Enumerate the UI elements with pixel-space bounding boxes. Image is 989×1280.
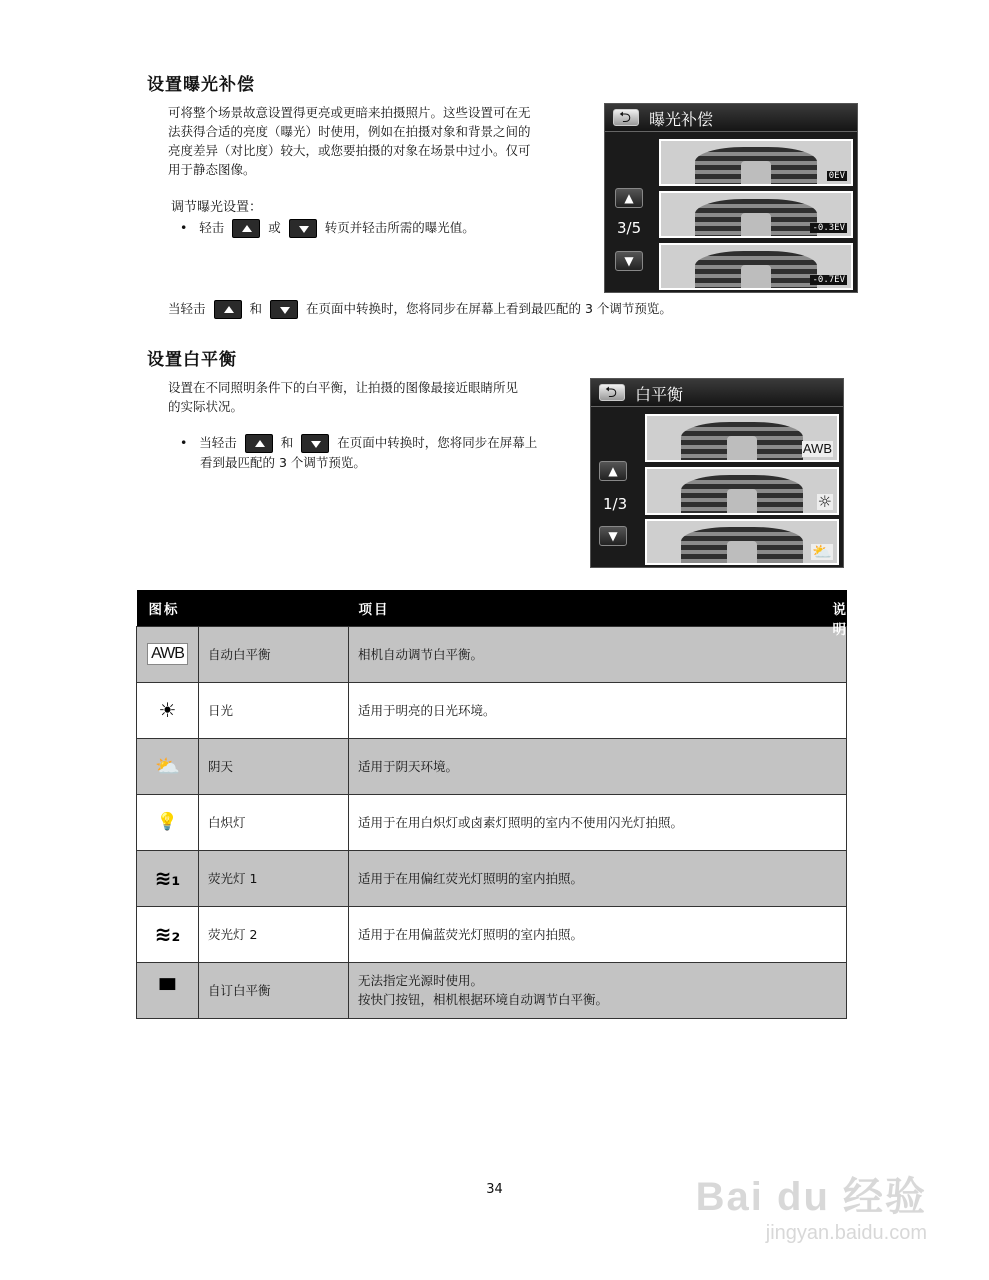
para-line: 的实际状况。 bbox=[168, 399, 244, 414]
down-arrow-button-icon bbox=[270, 300, 298, 319]
table-header bbox=[137, 590, 847, 626]
para-line: 亮度差异（对比度）较大，或您要拍摄的对象在场景中过小。仅可 bbox=[168, 143, 531, 158]
exposure-camera-screen bbox=[604, 103, 858, 293]
bullet-text: 看到最匹配的 3 个调节预览。 bbox=[200, 455, 366, 470]
camera-header bbox=[605, 104, 857, 132]
desc-cell: 适用于在用偏蓝荧光灯照明的室内拍照。 bbox=[349, 906, 847, 962]
note-text: 和 bbox=[249, 301, 262, 316]
desc-cell bbox=[349, 962, 847, 1018]
bullet-dot: • bbox=[180, 220, 188, 235]
item-cell: 白炽灯 bbox=[199, 794, 349, 850]
preview-thumb[interactable] bbox=[659, 191, 853, 238]
baidu-watermark bbox=[696, 1165, 927, 1245]
adjust-label: 调节曝光设置： bbox=[171, 200, 263, 215]
header-item-desc bbox=[199, 590, 848, 638]
camera-header bbox=[591, 379, 843, 407]
cloudy-icon: ⛅ bbox=[812, 542, 832, 561]
desc-cell: 相机自动调节白平衡。 bbox=[349, 626, 847, 682]
desc-line: 按快门按钮，相机根据环境自动调节白平衡。 bbox=[358, 992, 609, 1007]
header-icon: 图标 bbox=[137, 590, 199, 626]
down-arrow-button-icon bbox=[301, 434, 329, 453]
bulb-icon: 💡 bbox=[137, 794, 199, 850]
bullet-text: 当轻击 bbox=[199, 435, 237, 450]
sun-icon: ☀ bbox=[137, 682, 199, 738]
header-desc: 说明 bbox=[832, 601, 848, 638]
custom-wb-icon: ▀ bbox=[137, 962, 199, 1018]
table-row bbox=[137, 962, 847, 1018]
item-cell: 荧光灯 1 bbox=[199, 850, 349, 906]
desc-cell: 适用于在用白炽灯或卤素灯照明的室内不使用闪光灯拍照。 bbox=[349, 794, 847, 850]
awb-icon: AWB bbox=[137, 626, 199, 682]
desc-cell: 适用于在用偏红荧光灯照明的室内拍照。 bbox=[349, 850, 847, 906]
section-title-exposure: 设置曝光补偿 bbox=[147, 75, 255, 95]
up-arrow-button-icon bbox=[245, 434, 273, 453]
para-line: 法获得合适的亮度（曝光）时使用，例如在拍摄对象和背景之间的 bbox=[168, 124, 531, 139]
bullet-dot: • bbox=[180, 435, 188, 450]
header-item: 项目 bbox=[358, 601, 390, 618]
item-cell: 自动白平衡 bbox=[199, 626, 349, 682]
up-arrow-button-icon bbox=[232, 219, 260, 238]
awb-label: AWB bbox=[802, 441, 832, 456]
bullet-text: 和 bbox=[280, 435, 294, 450]
watermark-url: jingyan.baidu.com bbox=[765, 1222, 927, 1244]
item-cell: 日光 bbox=[199, 682, 349, 738]
back-arrow-icon[interactable]: ⮌ bbox=[599, 384, 625, 401]
up-nav-button[interactable]: ▲ bbox=[615, 188, 643, 208]
white-balance-table bbox=[136, 590, 847, 1019]
wb-bullet bbox=[180, 433, 590, 472]
table-row bbox=[137, 850, 847, 906]
cloudy-icon: ⛅ bbox=[137, 738, 199, 794]
preview-thumb[interactable] bbox=[645, 467, 839, 515]
exposure-note bbox=[168, 299, 672, 319]
sun-icon: ☼ bbox=[817, 492, 832, 511]
up-arrow-button-icon bbox=[214, 300, 242, 319]
desc-cell: 适用于阴天环境。 bbox=[349, 738, 847, 794]
fluorescent-1-icon: ≋₁ bbox=[137, 850, 199, 906]
page-number: 34 bbox=[486, 1182, 503, 1197]
para-line: 用于静态图像。 bbox=[168, 162, 256, 177]
bullet-text: 或 bbox=[268, 220, 281, 235]
item-cell: 荧光灯 2 bbox=[199, 906, 349, 962]
exposure-bullet bbox=[180, 218, 475, 238]
bullet-text: 轻击 bbox=[199, 220, 225, 235]
wb-camera-screen bbox=[590, 378, 844, 568]
up-nav-button[interactable]: ▲ bbox=[599, 461, 627, 481]
camera-title: 曝光补偿 bbox=[649, 110, 714, 129]
desc-line: 无法指定光源时使用。 bbox=[358, 973, 484, 988]
down-nav-button[interactable]: ▼ bbox=[599, 526, 627, 546]
wb-paragraph bbox=[168, 378, 588, 416]
preview-thumb[interactable] bbox=[645, 414, 839, 462]
para-line: 设置在不同照明条件下的白平衡，让拍摄的图像最接近眼睛所见 bbox=[168, 380, 519, 395]
item-cell: 自订白平衡 bbox=[199, 962, 349, 1018]
preview-thumb[interactable] bbox=[645, 519, 839, 565]
bullet-text: 在页面中转换时，您将同步在屏幕上 bbox=[337, 435, 538, 450]
preview-thumb[interactable] bbox=[659, 243, 853, 290]
note-text: 在页面中转换时，您将同步在屏幕上看到最匹配的 3 个调节预览。 bbox=[305, 301, 672, 316]
fluorescent-2-icon: ≋₂ bbox=[137, 906, 199, 962]
exposure-paragraph bbox=[168, 103, 598, 179]
back-arrow-icon[interactable]: ⮌ bbox=[613, 109, 639, 126]
bullet-text: 转页并轻击所需的曝光值。 bbox=[324, 220, 475, 235]
camera-title: 白平衡 bbox=[635, 385, 684, 404]
ev-label: 0EV bbox=[828, 171, 845, 181]
table-row bbox=[137, 738, 847, 794]
item-cell: 阴天 bbox=[199, 738, 349, 794]
page-indicator: 1/3 bbox=[603, 495, 628, 513]
ev-label: -0.7EV bbox=[812, 275, 845, 285]
desc-cell: 适用于明亮的日光环境。 bbox=[349, 682, 847, 738]
ev-label: -0.3EV bbox=[812, 223, 845, 233]
down-nav-button[interactable]: ▼ bbox=[615, 251, 643, 271]
table-row bbox=[137, 794, 847, 850]
page-indicator: 3/5 bbox=[617, 219, 642, 237]
watermark-brand: Bai du 经验 bbox=[695, 1175, 927, 1219]
para-line: 可将整个场景故意设置得更亮或更暗来拍摄照片。这些设置可在无 bbox=[168, 105, 531, 120]
down-arrow-button-icon bbox=[289, 219, 317, 238]
section-title-white-balance: 设置白平衡 bbox=[147, 350, 237, 370]
preview-thumb[interactable] bbox=[659, 139, 853, 186]
table-row bbox=[137, 682, 847, 738]
table-row bbox=[137, 906, 847, 962]
table-row bbox=[137, 626, 847, 682]
note-text: 当轻击 bbox=[168, 301, 206, 316]
